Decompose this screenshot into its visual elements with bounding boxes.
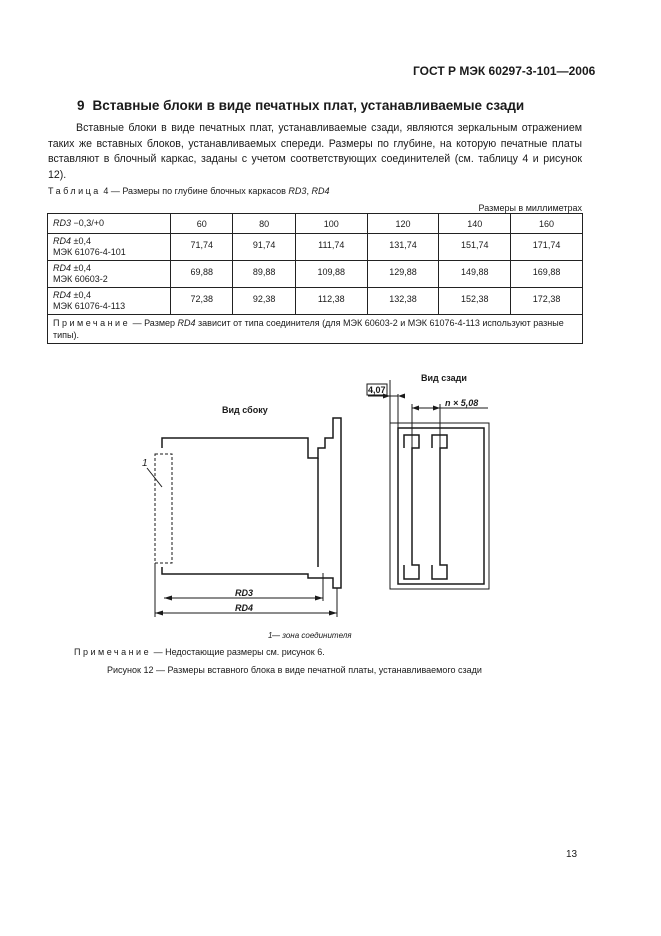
table-caption-rd3: RD3 (288, 186, 307, 196)
table-note-word: Примечание (53, 318, 131, 328)
card-slot-right (432, 435, 447, 579)
section-heading (77, 98, 524, 113)
connector-zone (155, 454, 172, 563)
table-note-a: — Размер (130, 318, 178, 328)
figure-legend (268, 631, 352, 640)
arrow-icon (412, 406, 419, 411)
arrow-icon (398, 394, 405, 399)
callout-number: 1 (142, 458, 148, 469)
header-value: 60 (171, 214, 233, 234)
table-caption (48, 186, 329, 196)
legend-number: 1 (268, 631, 273, 640)
row-label-cell (48, 234, 171, 261)
table-cell: 172,38 (511, 288, 583, 315)
table-cell: 91,74 (233, 234, 295, 261)
rear-view (367, 380, 489, 589)
header-value: 160 (511, 214, 583, 234)
table-cell: 151,74 (439, 234, 511, 261)
table-cell: 72,38 (171, 288, 233, 315)
table-cell: 129,88 (367, 261, 439, 288)
dim-width-label: 4,07 (368, 385, 386, 395)
header-value: 80 (233, 214, 295, 234)
header-label-cell (48, 214, 171, 234)
figure-drawing (0, 360, 661, 645)
header-value: 140 (439, 214, 511, 234)
table-units: Размеры в миллиметрах (478, 203, 582, 213)
table-cell: 132,38 (367, 288, 439, 315)
header-tolerance: −0,3/+0 (71, 218, 105, 228)
rear-view-label: Вид сзади (421, 373, 467, 383)
rear-inner-frame (398, 428, 484, 584)
arrow-icon (433, 406, 440, 411)
row-standard: МЭК 61076-4-113 (53, 301, 126, 311)
table-cell: 69,88 (171, 261, 233, 288)
table-row (48, 288, 583, 315)
header-value: 120 (367, 214, 439, 234)
legend-text: — зона соединителя (272, 631, 352, 640)
dim-pitch-label: n × 5,08 (445, 398, 479, 408)
row-label: RD4 (53, 236, 72, 246)
table-header-row (48, 214, 583, 234)
row-tolerance: ±0,4 (71, 236, 91, 246)
table-note-b: зависит от типа соединителя (для МЭК 60603-2 и МЭК 61076-4-113 используют разные типы). (53, 318, 564, 340)
table-row (48, 234, 583, 261)
table-cell: 171,74 (511, 234, 583, 261)
table-note (48, 315, 583, 344)
table-caption-sep: , (306, 186, 312, 196)
body-paragraph: Вставные блоки в виде печатных плат, устанавливаемые сзади, являются зеркальным отражением таких же вставных блоков, устанавливаемых спереди. Размеры по глубине, на которую печатные платы вставляют в блочный каркас, заданы с учетом соответствующих соединителей (см. таблицу 4 и рисунок 12). (48, 122, 582, 181)
header-label: RD3 (53, 218, 72, 228)
table-cell: 92,38 (233, 288, 295, 315)
table-caption-word: Таблица (48, 186, 101, 196)
table-caption-rd4: RD4 (311, 186, 330, 196)
dim-rd4-label: RD4 (235, 603, 254, 613)
table-row (48, 261, 583, 288)
section-title: Вставные блоки в виде печатных плат, устанавливаемые сзади (92, 98, 525, 113)
header-value: 100 (295, 214, 367, 234)
figure-caption: Рисунок 12 — Размеры вставного блока в виде печатной платы, устанавливаемого сзади (107, 665, 482, 675)
dim-rd3-label: RD3 (235, 588, 254, 598)
table-note-rd4: RD4 (177, 318, 196, 328)
table-cell: 149,88 (439, 261, 511, 288)
row-label: RD4 (53, 263, 72, 273)
figure-note (74, 647, 325, 657)
row-label-cell (48, 288, 171, 315)
side-view-label: Вид сбоку (222, 405, 268, 415)
board-outline (162, 418, 341, 588)
table-cell: 169,88 (511, 261, 583, 288)
depth-table (47, 213, 583, 344)
page-number: 13 (566, 849, 578, 860)
table-note-row (48, 315, 583, 344)
arrow-icon (164, 596, 172, 601)
table-caption-text: — Размеры по глубине блочных каркасов (108, 186, 289, 196)
arrow-icon (155, 611, 163, 616)
table-cell: 71,74 (171, 234, 233, 261)
section-number: 9 (77, 98, 85, 113)
row-tolerance: ±0,4 (71, 263, 91, 273)
arrow-icon (315, 596, 323, 601)
row-standard: МЭК 60603-2 (53, 274, 108, 284)
page-header: ГОСТ Р МЭК 60297-3-101—2006 (413, 64, 596, 78)
table-caption-number: 4 (103, 186, 109, 196)
table-cell: 89,88 (233, 261, 295, 288)
row-label-cell (48, 261, 171, 288)
table-cell: 111,74 (295, 234, 367, 261)
table-cell: 112,38 (295, 288, 367, 315)
card-slot-left (404, 435, 419, 579)
table-cell: 109,88 (295, 261, 367, 288)
figure-note-word: Примечание (74, 647, 152, 657)
arrow-icon (329, 611, 337, 616)
row-tolerance: ±0,4 (71, 290, 91, 300)
row-standard: МЭК 61076-4-101 (53, 247, 126, 257)
table-cell: 131,74 (367, 234, 439, 261)
table-cell: 152,38 (439, 288, 511, 315)
figure-note-text: — Недостающие размеры см. рисунок 6. (151, 647, 325, 657)
row-label: RD4 (53, 290, 72, 300)
